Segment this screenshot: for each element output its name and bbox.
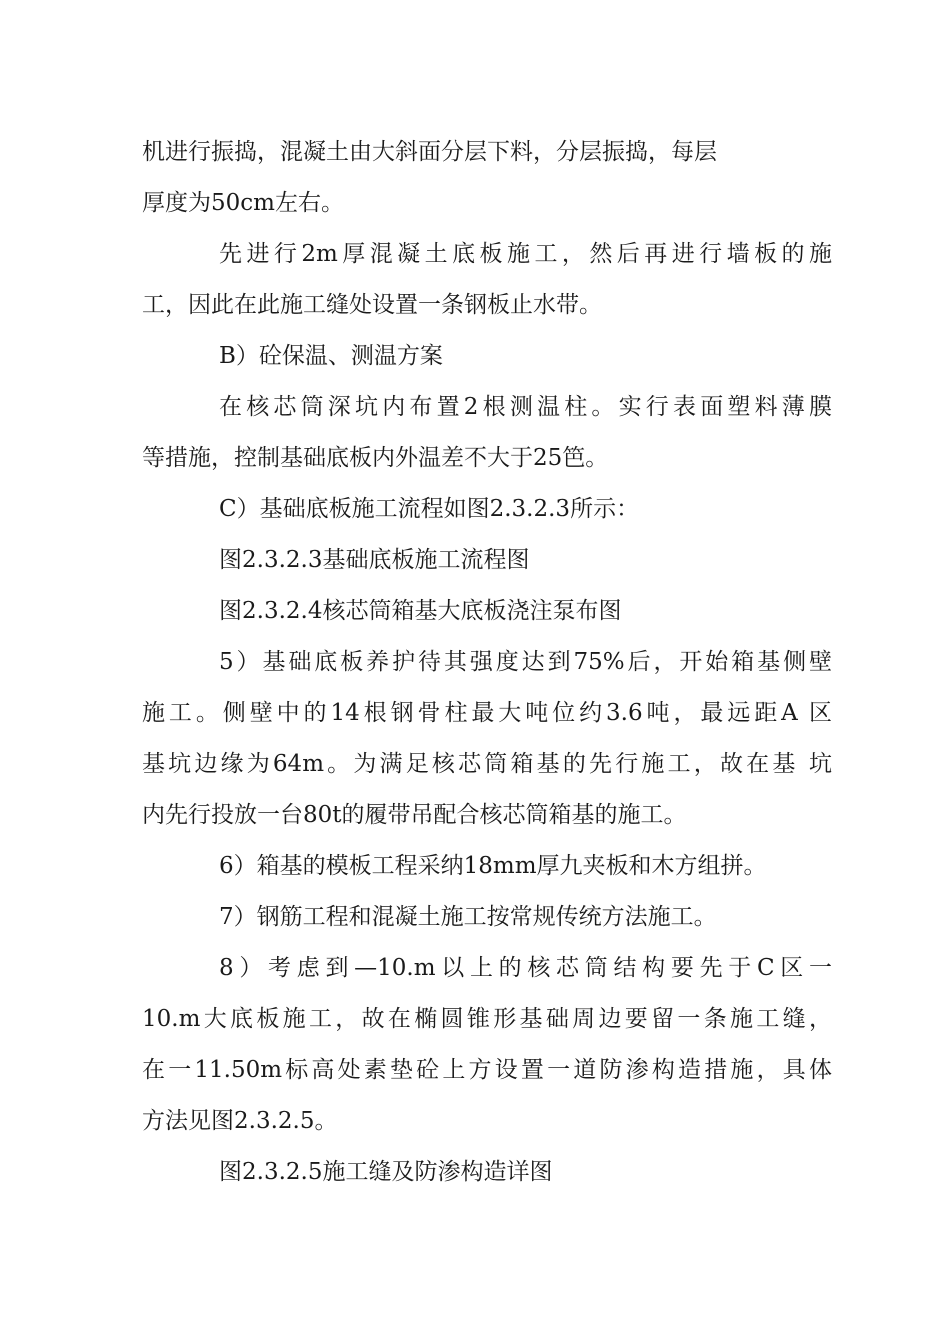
body-text-line: 7）钢筋工程和混凝土施工按常规传统方法施工。 [219, 904, 717, 930]
section-heading: C）基础底板施工流程如图2.3.2.3所示： [219, 496, 640, 522]
body-text-line: 内先行投放一台80t的履带吊配合核芯筒箱基的施工。 [142, 802, 687, 828]
body-text-line: 在一11.50m标高处素垫砼上方设置一道防渗构造措施，具体 [142, 1057, 832, 1083]
body-text-line: 机进行振捣，混凝土由大斜面分层下料，分层振捣，每层 [142, 139, 717, 165]
figure-caption: 图2.3.2.4核芯筒箱基大底板浇注泵布图 [219, 598, 622, 624]
body-text-line: 施工。侧壁中的14根钢骨柱最大吨位约3.6吨，最远距A 区 [142, 700, 832, 726]
body-text-line: 厚度为50cm左右。 [142, 190, 344, 216]
body-text-line: 基坑边缘为64m。为满足核芯筒箱基的先行施工，故在基 坑 [142, 751, 832, 777]
body-text-line: 方法见图2.3.2.5。 [142, 1108, 338, 1134]
body-text-line: 10.m大底板施工，故在椭圆锥形基础周边要留一条施工缝， [142, 1006, 832, 1032]
section-heading: B）砼保温、测温方案 [219, 343, 443, 369]
body-text-line: 5）基础底板养护待其强度达到75%后，开始箱基侧壁 [219, 649, 832, 675]
body-text-line: 先进行2m厚混凝土底板施工，然后再进行墙板的施 [219, 241, 832, 267]
body-text-line: 6）箱基的模板工程采纳18mm厚九夹板和木方组拼。 [219, 853, 767, 879]
figure-caption: 图2.3.2.5施工缝及防渗构造详图 [219, 1159, 553, 1185]
body-text-line: 8）考虑到—10.m以上的核芯筒结构要先于C区一 [219, 955, 832, 981]
body-text-line: 在核芯筒深坑内布置2根测温柱。实行表面塑料薄膜 [219, 394, 832, 420]
body-text-line: 等措施，控制基础底板内外温差不大于25笆。 [142, 445, 609, 471]
figure-caption: 图2.3.2.3基础底板施工流程图 [219, 547, 530, 573]
body-text-line: 工，因此在此施工缝处设置一条钢板止水带。 [142, 292, 602, 318]
